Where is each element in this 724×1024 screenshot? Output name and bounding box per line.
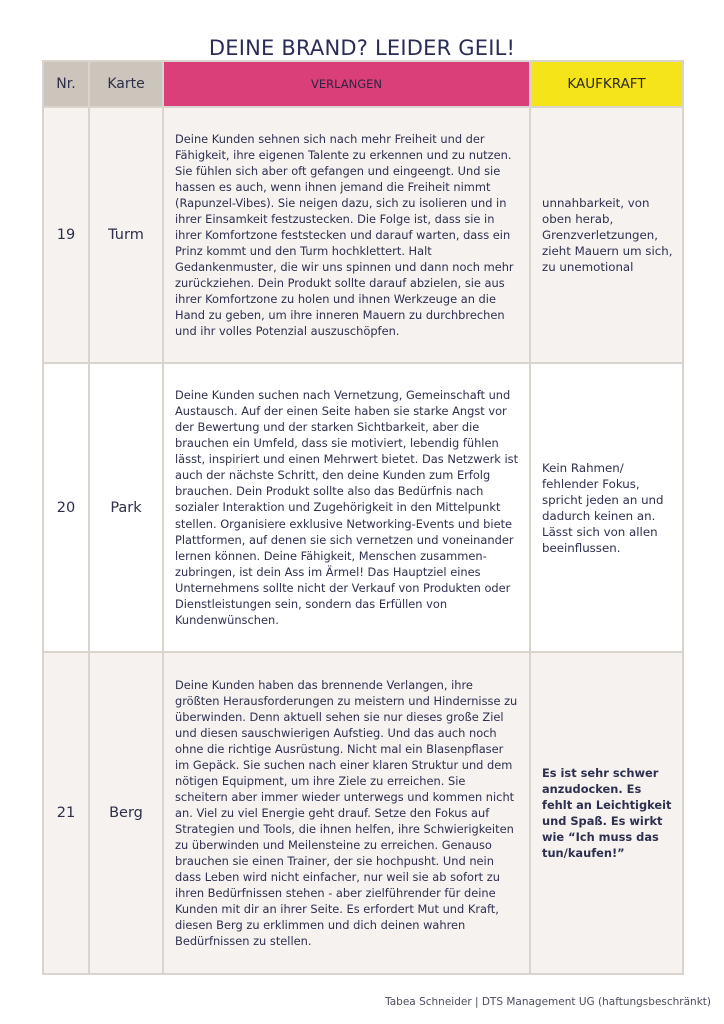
- brand-table: [42, 60, 684, 975]
- verlangen-text: Deine Kunden haben das brennende Verlangen, ihre größten Herausforderungen zu meistern und Hindernisse zu überwinden. Denn aktuell sehen sie nur dieses große Ziel und diesen sauschwierigen Aufstieg. Und das auch noch ohne die richtige Ausrüstung. Nicht mal ein Blasenpflaser im Gepäck. Sie suchen nach einer klaren Struktur und dem nötigen Equipment, um ihre Ziele zu erreichen. Sie scheitern aber immer wieder unterwegs und kommen nicht an. Viel zu viel Energie geht drauf. Setze den Fokus auf Strategien und Tools, die ihnen helfen, ihre Schwierigkeiten zu überwinden und Meilensteine zu erreichen. Genauso brauchen sie einen Trainer, der sie hochpusht. Und nein dass Leben wird nicht einfacher, nur weil sie ab sofort zu ihren Bedürfnissen stehen - aber zielführender für deine Kunden mit dir an ihrer Seite. Es erfordert Mut und Kraft, diesen Berg zu erklimmen und dich deinen wahren Bedürfnissen zu stellen.: [163, 652, 530, 974]
- kaufkraft-text: Es ist sehr schwer anzudocken. Es fehlt an Leichtigkeit und Spaß. Es wirkt wie “Ich muss das tun/kaufen!”: [530, 652, 683, 974]
- table-row: [43, 107, 683, 363]
- row-number: 20: [43, 363, 89, 652]
- row-number: 21: [43, 652, 89, 974]
- row-number: 19: [43, 107, 89, 363]
- verlangen-text: Deine Kunden suchen nach Vernetzung, Gemeinschaft und Austausch. Auf der einen Seite haben sie starke Angst vor der Bewertung und der starken Sichtbarkeit, aber die brauchen ein Umfeld, dass sie motiviert, lebendig fühlen lässt, inspiriert und einen Mehrwert bietet. Das Netzwerk ist auch der nächste Schritt, den deine Kunden zum Erfolg brauchen. Dein Produkt sollte also das Bedürfnis nach sozialer Interaktion und Zugehörigkeit in den Mittelpunkt stellen. Organisiere exklusive Networking-Events und biete Plattformen, auf denen sie sich vernetzen und voneinander lernen können. Deine Fähigkeit, Menschen zusammen-zubringen, ist dein Ass im Ärmel! Das Hauptziel eines Unternehmens sollte nicht der Verkauf von Produkten oder Dienstleistungen sein, sondern das Erfüllen von Kundenwünschen.: [163, 363, 530, 652]
- footer-credit: Tabea Schneider | DTS Management UG (haftungsbeschränkt): [385, 996, 711, 1008]
- card-name: Park: [89, 363, 163, 652]
- column-header-karte: Karte: [89, 61, 163, 107]
- column-header-verlangen: VERLANGEN: [163, 61, 530, 107]
- card-name: Turm: [89, 107, 163, 363]
- kaufkraft-text: unnahbarkeit, von oben herab, Grenzverletzungen, zieht Mauern um sich, zu unemotional: [530, 107, 683, 363]
- table-row: [43, 363, 683, 652]
- table-row: [43, 652, 683, 974]
- card-name: Berg: [89, 652, 163, 974]
- column-header-kaufkraft: KAUFKRAFT: [530, 61, 683, 107]
- verlangen-text: Deine Kunden sehnen sich nach mehr Freiheit und der Fähigkeit, ihre eigenen Talente zu erkennen und zu nutzen. Sie fühlen sich aber oft gefangen und eingeengt. Und sie hassen es auch, wenn ihnen jemand die Freiheit nimmt (Rapunzel-Vibes). Sie neigen dazu, sich zu isolieren und in ihrer Einsamkeit festzustecken. Die Folge ist, dass sie in ihrer Komfortzone feststecken und darauf warten, dass ein Prinz kommt und den Turm hochklettert. Halt Gedankenmuster, die wir uns spinnen und dann noch mehr zurückziehen. Dein Produkt sollte darauf abzielen, sie aus ihrer Komfortzone zu holen und ihnen Werkzeuge an die Hand zu geben, um ihre inneren Mauern zu durchbrechen und ihr volles Potenzial auszuschöpfen.: [163, 107, 530, 363]
- page-title: DEINE BRAND? LEIDER GEIL!: [208, 36, 516, 61]
- column-header-nr: Nr.: [43, 61, 89, 107]
- kaufkraft-text: Kein Rahmen/ fehlender Fokus, spricht jeden an und dadurch keinen an. Lässt sich von allen beeinflussen.: [530, 363, 683, 652]
- table-header-row: [43, 61, 683, 107]
